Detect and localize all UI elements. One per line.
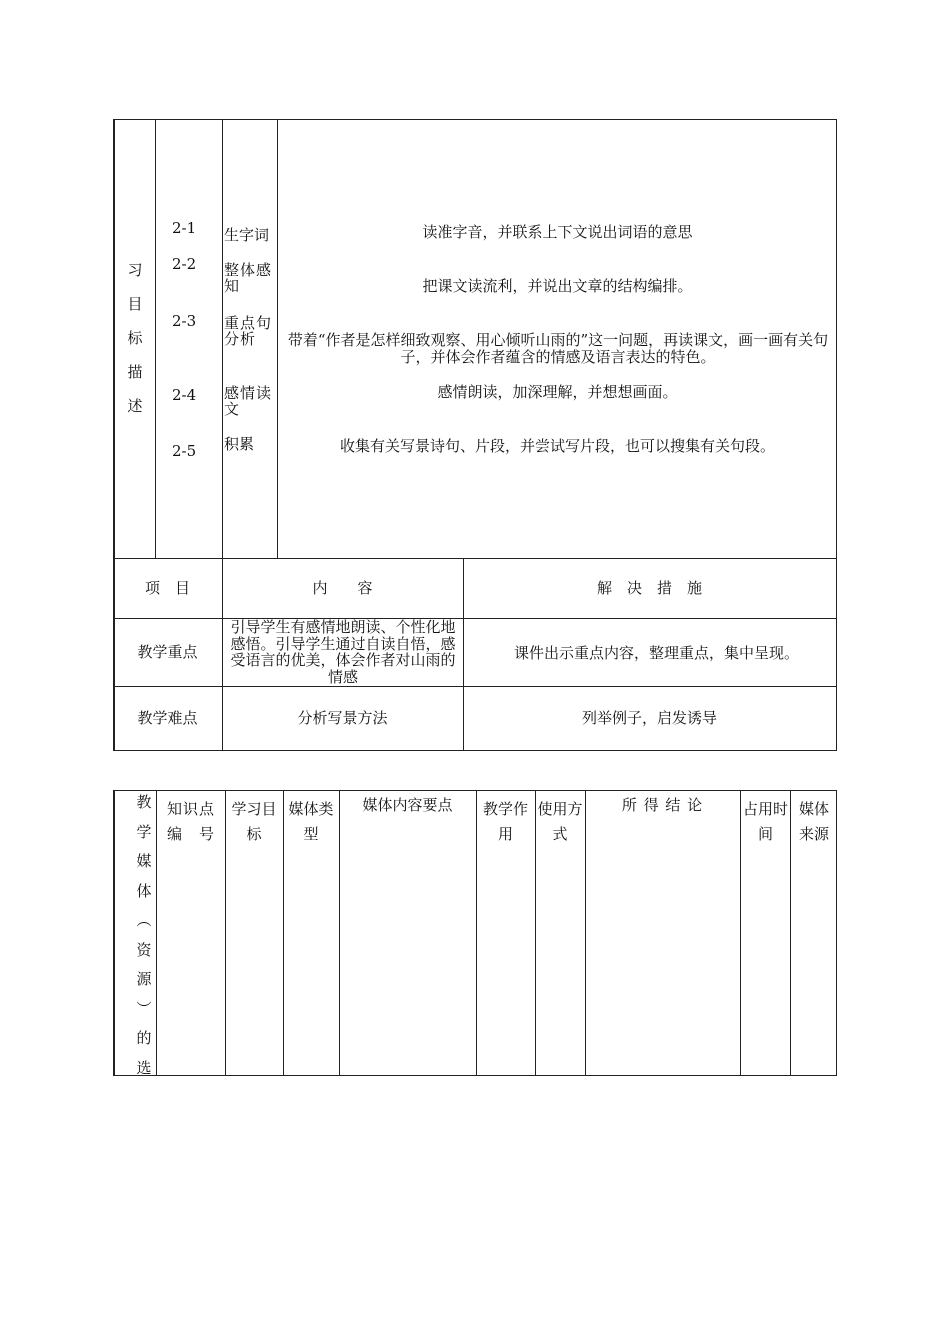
difficult-point-measure: 列举例子，启发诱导	[581, 709, 717, 727]
header-usage: 使用方式	[537, 800, 583, 843]
key-point-measure: 课件出示重点内容，整理重点，集中呈现。	[513, 644, 799, 662]
key-point-content: 引导学生有感情地朗读、个性化地感悟。引导学生通过自读自悟，感受语言的优美，体会作者对山雨的情感	[230, 618, 456, 686]
objective-name: 感情读文	[224, 384, 273, 418]
objective-code: 2-4	[172, 386, 197, 404]
header-knowledge-point: 知识点编 号	[166, 800, 215, 843]
objective-code: 2-3	[172, 312, 197, 330]
objectives-side-label: 习 目 标 描 述	[127, 261, 143, 415]
header-source: 媒体来源	[798, 800, 829, 843]
objective-code: 2-5	[172, 442, 197, 460]
objective-name: 重点句分析	[224, 314, 273, 348]
header-media-points: 媒体内容要点	[362, 796, 453, 814]
difficult-point-label: 教学难点	[137, 709, 198, 727]
header-item: 项 目	[144, 579, 190, 597]
objective-desc: 读准字音，并联系上下文说出词语的意思	[422, 223, 693, 241]
objective-desc: 收集有关写景诗句、片段，并尝试写片段，也可以搜集有关句段。	[339, 437, 775, 455]
header-content: 内 容	[312, 579, 373, 597]
header-teaching-role: 教学作用	[482, 800, 528, 843]
objective-name: 整体感知	[224, 261, 273, 295]
objective-desc: 带着“作者是怎样细致观察、用心倾听山雨的”这一问题，再读课文，画一画有关句子，并体会作者蕴含的情感及语言表达的特色。	[287, 331, 829, 366]
header-measure: 解 决 措 施	[596, 579, 702, 597]
key-point-label: 教学重点	[137, 643, 198, 661]
header-learning-goal: 学习目标	[231, 800, 277, 843]
media-side-label: 教 学 媒 体 ︵ 资 源 ︶ 的 选	[136, 793, 152, 1074]
objective-code: 2-1	[172, 219, 197, 237]
difficult-point-content: 分析写景方法	[297, 709, 388, 727]
objective-desc: 感情朗读，加深理解，并想想画面。	[437, 383, 678, 401]
objective-code: 2-2	[172, 255, 197, 273]
header-time: 占用时间	[742, 800, 788, 843]
objective-name: 生字词	[224, 226, 270, 244]
header-media-type: 媒体类型	[288, 800, 334, 843]
header-conclusion: 所 得 结 论	[621, 796, 704, 814]
objective-desc: 把课文读流利，并说出文章的结构编排。	[422, 277, 693, 295]
objective-name: 积累	[224, 435, 255, 453]
